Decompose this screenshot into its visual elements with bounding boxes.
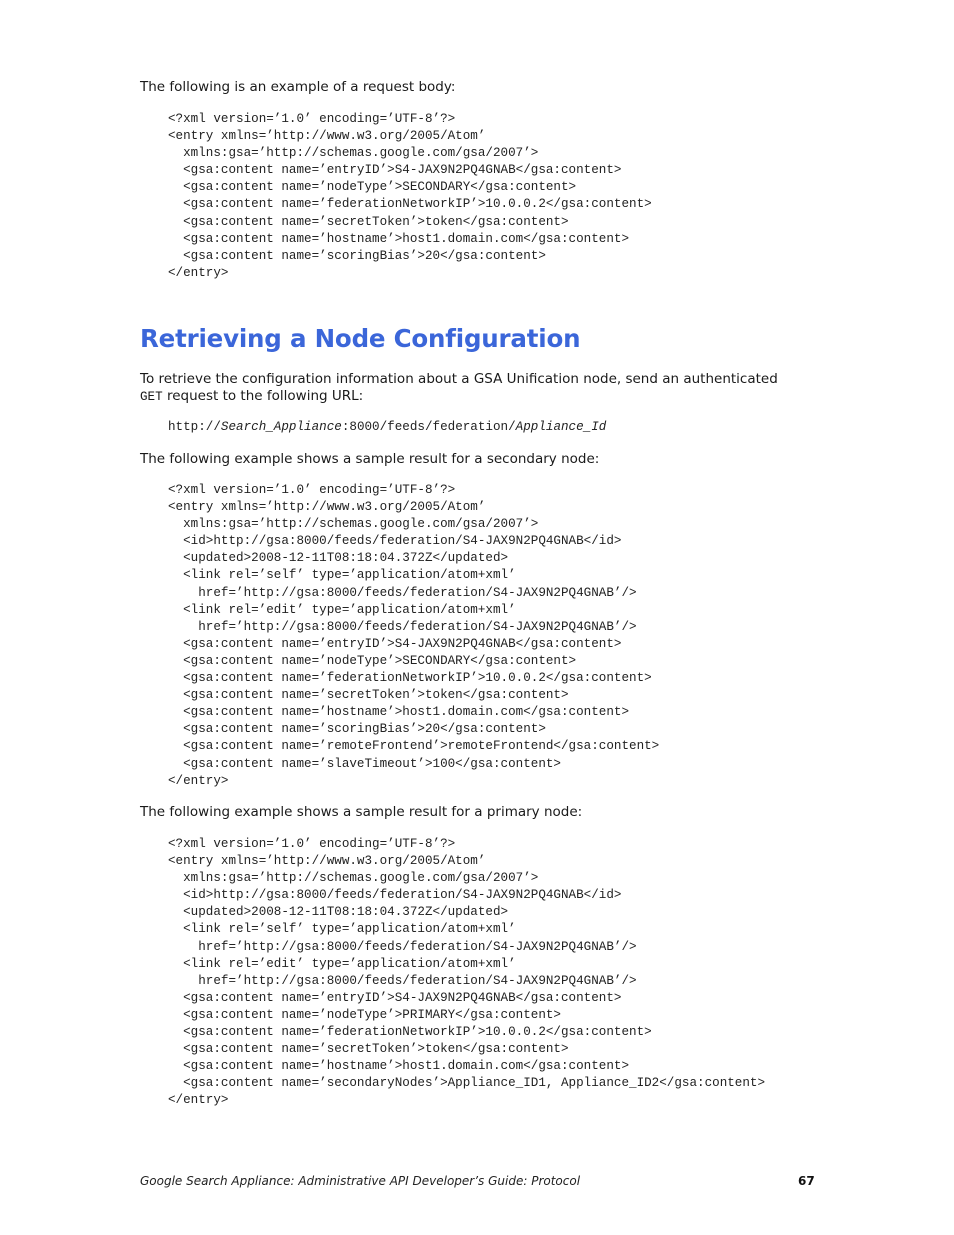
code-line: <gsa:content name=’entryID’>S4-JAX9N2PQ4GNAB</gsa:content> bbox=[168, 163, 622, 178]
code-line: <gsa:content name=’scoringBias’>20</gsa:content> bbox=[168, 722, 546, 737]
code-line: <updated>2008-12-11T08:18:04.372Z</updated> bbox=[168, 905, 509, 920]
code-line: href=’http://gsa:8000/feeds/federation/S4-JAX9N2PQ4GNAB’/> bbox=[168, 619, 637, 634]
url-appliance-id: Appliance_Id bbox=[515, 420, 607, 434]
code-line: </entry> bbox=[168, 265, 229, 280]
code-line: <?xml version=’1.0’ encoding=’UTF-8’?> bbox=[168, 483, 456, 497]
primary-result-code bbox=[168, 836, 765, 1110]
retrieve-text-before: To retrieve the configuration information about a GSA Unification node, send an authenticated bbox=[140, 371, 778, 387]
page-number: 67 bbox=[798, 1174, 815, 1188]
section-heading: Retrieving a Node Configuration bbox=[140, 324, 581, 353]
code-line: <gsa:content name=’remoteFrontend’>remoteFrontend</gsa:content> bbox=[168, 739, 660, 754]
code-line: href=’http://gsa:8000/feeds/federation/S4-JAX9N2PQ4GNAB’/> bbox=[168, 585, 637, 600]
code-line: xmlns:gsa=’http://schemas.google.com/gsa/2007’> bbox=[168, 871, 539, 886]
url-search-appliance: Search_Appliance bbox=[220, 420, 342, 434]
code-line: <gsa:content name=’federationNetworkIP’>10.0.0.2</gsa:content> bbox=[168, 1025, 652, 1040]
code-line: <gsa:content name=’entryID’>S4-JAX9N2PQ4GNAB</gsa:content> bbox=[168, 990, 622, 1005]
code-line: <gsa:content name=’hostname’>host1.domain.com</gsa:content> bbox=[168, 1059, 630, 1074]
retrieve-text-after: request to the following URL: bbox=[162, 388, 364, 404]
code-line: <gsa:content name=’scoringBias’>20</gsa:content> bbox=[168, 248, 546, 263]
code-line: <?xml version=’1.0’ encoding=’UTF-8’?> bbox=[168, 112, 456, 126]
secondary-intro-paragraph: The following example shows a sample result for a secondary node: bbox=[140, 451, 600, 467]
code-line: <gsa:content name=’secretToken’>token</gsa:content> bbox=[168, 688, 569, 703]
code-line: <gsa:content name=’secondaryNodes’>Appliance_ID1, Appliance_ID2</gsa:content> bbox=[168, 1076, 766, 1091]
request-body-code bbox=[168, 111, 652, 282]
code-line: xmlns:gsa=’http://schemas.google.com/gsa/2007’> bbox=[168, 146, 539, 161]
request-url bbox=[168, 420, 606, 434]
code-line: <gsa:content name=’hostname’>host1.domain.com</gsa:content> bbox=[168, 705, 630, 720]
code-line: <gsa:content name=’secretToken’>token</gsa:content> bbox=[168, 214, 569, 229]
code-line: <updated>2008-12-11T08:18:04.372Z</updated> bbox=[168, 551, 509, 566]
code-line: <gsa:content name=’secretToken’>token</gsa:content> bbox=[168, 1042, 569, 1057]
code-line: <gsa:content name=’nodeType’>PRIMARY</gsa:content> bbox=[168, 1007, 561, 1022]
code-line: <link rel=’self’ type=’application/atom+xml’ bbox=[168, 922, 516, 937]
code-line: <link rel=’self’ type=’application/atom+xml’ bbox=[168, 568, 516, 583]
code-line: </entry> bbox=[168, 773, 229, 788]
secondary-result-code bbox=[168, 482, 659, 790]
retrieve-paragraph bbox=[140, 371, 800, 406]
code-line: href=’http://gsa:8000/feeds/federation/S4-JAX9N2PQ4GNAB’/> bbox=[168, 973, 637, 988]
intro-paragraph: The following is an example of a request body: bbox=[140, 79, 456, 95]
code-line: <entry xmlns=’http://www.w3.org/2005/Atom’ bbox=[168, 129, 486, 144]
code-line: <id>http://gsa:8000/feeds/federation/S4-JAX9N2PQ4GNAB</id> bbox=[168, 888, 622, 903]
code-line: <link rel=’edit’ type=’application/atom+xml’ bbox=[168, 956, 516, 971]
code-line: <entry xmlns=’http://www.w3.org/2005/Atom’ bbox=[168, 854, 486, 869]
code-line: <gsa:content name=’hostname’>host1.domain.com</gsa:content> bbox=[168, 231, 630, 246]
code-line: <gsa:content name=’slaveTimeout’>100</gsa:content> bbox=[168, 756, 561, 771]
url-prefix: http:// bbox=[168, 420, 221, 434]
code-line: <gsa:content name=’entryID’>S4-JAX9N2PQ4GNAB</gsa:content> bbox=[168, 636, 622, 651]
get-method-code: GET bbox=[140, 390, 163, 404]
code-line: <link rel=’edit’ type=’application/atom+xml’ bbox=[168, 602, 516, 617]
code-line: <id>http://gsa:8000/feeds/federation/S4-JAX9N2PQ4GNAB</id> bbox=[168, 534, 622, 549]
code-line: <gsa:content name=’nodeType’>SECONDARY</gsa:content> bbox=[168, 653, 577, 668]
code-line: href=’http://gsa:8000/feeds/federation/S4-JAX9N2PQ4GNAB’/> bbox=[168, 939, 637, 954]
code-line: <gsa:content name=’nodeType’>SECONDARY</gsa:content> bbox=[168, 180, 577, 195]
code-line: <gsa:content name=’federationNetworkIP’>10.0.0.2</gsa:content> bbox=[168, 671, 652, 686]
code-line: </entry> bbox=[168, 1093, 229, 1108]
url-middle: :8000/feeds/federation/ bbox=[341, 420, 516, 434]
code-line: <entry xmlns=’http://www.w3.org/2005/Atom’ bbox=[168, 500, 486, 515]
code-line: <gsa:content name=’federationNetworkIP’>10.0.0.2</gsa:content> bbox=[168, 197, 652, 212]
code-line: <?xml version=’1.0’ encoding=’UTF-8’?> bbox=[168, 837, 456, 851]
footer-title: Google Search Appliance: Administrative API Developer’s Guide: Protocol bbox=[140, 1174, 581, 1188]
primary-intro-paragraph: The following example shows a sample result for a primary node: bbox=[140, 804, 583, 820]
code-line: xmlns:gsa=’http://schemas.google.com/gsa/2007’> bbox=[168, 517, 539, 532]
